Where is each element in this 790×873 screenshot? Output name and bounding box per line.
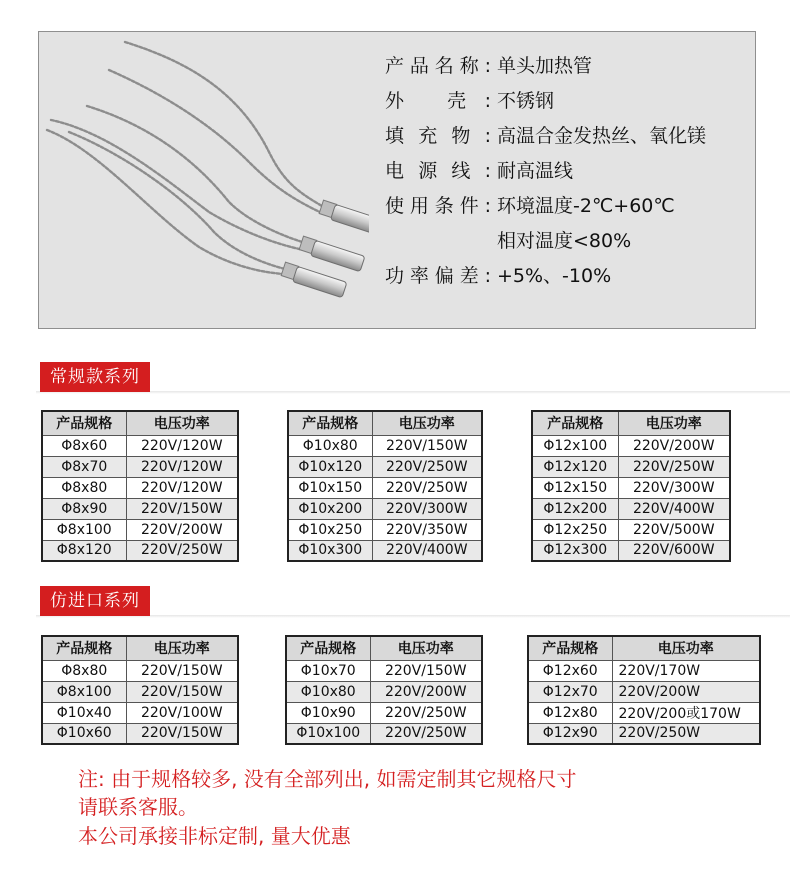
table-cell: 220V/120W — [126, 456, 238, 477]
table-cell: Φ10x250 — [288, 519, 372, 540]
table-cell: 220V/350W — [372, 519, 482, 540]
table-cell: 220V/250W — [372, 477, 482, 498]
table-cell: 220V/150W — [126, 723, 238, 744]
table-cell: 220V/400W — [618, 498, 730, 519]
spec-table-standard-10 — [287, 410, 483, 562]
table-cell: Φ12x80 — [528, 702, 612, 723]
table-cell: 220V/250W — [370, 723, 482, 744]
table-cell: 220V/400W — [372, 540, 482, 561]
spec-value: 不锈钢 — [497, 90, 555, 112]
spec-table-import-12 — [527, 635, 761, 745]
spec-table-standard-12 — [531, 410, 731, 562]
note-line-2: 请联系客服。 — [78, 795, 198, 819]
spec-label: 使用条件: — [385, 195, 491, 217]
table-cell: Φ10x120 — [288, 456, 372, 477]
table-cell: 220V/300W — [372, 498, 482, 519]
table-cell: 220V/250W — [618, 456, 730, 477]
table-cell: 220V/150W — [126, 498, 238, 519]
table-cell: Φ8x90 — [42, 498, 126, 519]
table-cell: Φ10x40 — [42, 702, 126, 723]
table-cell: Φ12x100 — [532, 435, 618, 456]
note-line-1: 注: 由于规格较多, 没有全部列出, 如需定制其它规格尺寸 — [78, 767, 577, 791]
table-cell: 220V/120W — [126, 477, 238, 498]
spec-value: 耐高温线 — [497, 160, 574, 182]
table-cell: Φ10x150 — [288, 477, 372, 498]
note-line-3: 本公司承接非标定制, 量大优惠 — [78, 824, 351, 848]
table-cell: Φ12x120 — [532, 456, 618, 477]
table-cell: Φ12x300 — [532, 540, 618, 561]
table-cell: 220V/150W — [126, 660, 238, 681]
spec-label: 电源线: — [385, 160, 491, 182]
table-cell: 220V/500W — [618, 519, 730, 540]
table-cell: Φ12x250 — [532, 519, 618, 540]
col-header-model: 产品规格 — [42, 636, 126, 660]
table-cell: Φ12x150 — [532, 477, 618, 498]
table-cell: Φ8x70 — [42, 456, 126, 477]
spec-label: 产品名称: — [385, 55, 491, 77]
table-cell: Φ8x100 — [42, 681, 126, 702]
table-cell: 220V/600W — [618, 540, 730, 561]
table-cell: Φ10x200 — [288, 498, 372, 519]
col-header-power: 电压功率 — [618, 411, 730, 435]
col-header-model: 产品规格 — [532, 411, 618, 435]
col-header-model: 产品规格 — [288, 411, 372, 435]
table-cell: Φ10x80 — [288, 435, 372, 456]
spec-value: +5%、-10% — [497, 265, 612, 287]
spec-table-import-8 — [41, 635, 239, 745]
col-header-model: 产品规格 — [528, 636, 612, 660]
spec-value: 单头加热管 — [497, 55, 593, 77]
heater-tube-image — [39, 32, 369, 330]
col-header-power: 电压功率 — [612, 636, 760, 660]
table-cell: 220V/150W — [372, 435, 482, 456]
spec-label: 填充物: — [385, 125, 491, 147]
table-cell: Φ10x100 — [286, 723, 370, 744]
col-header-power: 电压功率 — [126, 411, 238, 435]
table-cell: Φ10x60 — [42, 723, 126, 744]
table-cell: Φ10x300 — [288, 540, 372, 561]
table-cell: Φ10x80 — [286, 681, 370, 702]
col-header-model: 产品规格 — [286, 636, 370, 660]
table-cell: 220V/170W — [612, 660, 760, 681]
table-cell: 220V/120W — [126, 435, 238, 456]
table-cell: Φ12x200 — [532, 498, 618, 519]
col-header-power: 电压功率 — [370, 636, 482, 660]
table-cell: 220V/200或170W — [612, 702, 760, 723]
table-cell: 220V/300W — [618, 477, 730, 498]
spec-label: 功率偏差: — [385, 265, 491, 287]
product-panel — [38, 31, 756, 329]
table-cell: 220V/200W — [618, 435, 730, 456]
spec-value: 相对温度<80% — [497, 230, 632, 252]
table-cell: 220V/200W — [612, 681, 760, 702]
table-cell: 220V/200W — [370, 681, 482, 702]
spec-value: 高温合金发热丝、氧化镁 — [497, 125, 707, 147]
section-title-standard: 常规款系列 — [40, 362, 150, 392]
table-cell: 220V/250W — [126, 540, 238, 561]
col-header-power: 电压功率 — [126, 636, 238, 660]
table-cell: Φ8x60 — [42, 435, 126, 456]
spec-label: 外 壳: — [385, 90, 491, 112]
col-header-model: 产品规格 — [42, 411, 126, 435]
table-cell: 220V/250W — [372, 456, 482, 477]
table-cell: Φ8x100 — [42, 519, 126, 540]
table-cell: Φ10x90 — [286, 702, 370, 723]
table-cell: 220V/150W — [126, 681, 238, 702]
table-cell: Φ8x80 — [42, 660, 126, 681]
table-cell: 220V/200W — [126, 519, 238, 540]
table-cell: 220V/250W — [370, 702, 482, 723]
table-cell: 220V/250W — [612, 723, 760, 744]
table-cell: Φ12x60 — [528, 660, 612, 681]
table-cell: Φ8x120 — [42, 540, 126, 561]
table-cell: Φ12x90 — [528, 723, 612, 744]
table-cell: Φ10x70 — [286, 660, 370, 681]
spec-table-import-10 — [285, 635, 483, 745]
section-title-import: 仿进口系列 — [40, 586, 150, 616]
table-cell: Φ8x80 — [42, 477, 126, 498]
table-cell: 220V/100W — [126, 702, 238, 723]
spec-value: 环境温度-2℃+60℃ — [497, 195, 675, 217]
table-cell: 220V/150W — [370, 660, 482, 681]
table-cell: Φ12x70 — [528, 681, 612, 702]
col-header-power: 电压功率 — [372, 411, 482, 435]
spec-table-standard-8 — [41, 410, 239, 562]
